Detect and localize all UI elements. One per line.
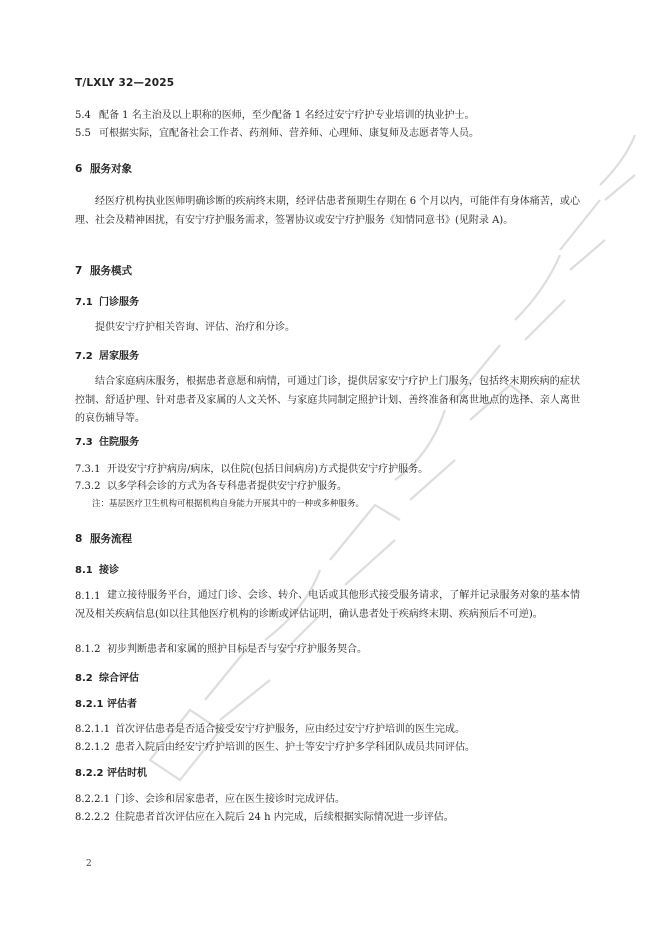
clause-text: 初步判断患者和家属的照护目标是否与安宁疗护服务契合。: [107, 644, 367, 655]
clause-text: 可根据实际，宜配备社会工作者、药剂师、营养师、心理师、康复师及志愿者等人员。: [99, 128, 479, 139]
clause-number: 8.1.2: [75, 644, 101, 655]
page-number: 2: [86, 859, 92, 869]
clause-number: 7.3.1: [75, 464, 101, 475]
clause-text: 以多学科会诊的方式为各专科患者提供安宁疗护服务。: [107, 481, 347, 492]
subsection-title: 评估者: [107, 699, 137, 710]
clause-text: 首次评估患者是否适合接受安宁疗护服务，应由经过安宁疗护培训的医生完成。: [115, 724, 465, 735]
subsection-title: 接诊: [99, 565, 119, 576]
subsection-number: 7.3: [75, 437, 93, 448]
clause-text: 配备 1 名主治及以上职称的医师，至少配备 1 名经过安宁疗护专业培训的执业护士。: [99, 110, 475, 121]
paragraph: 经医疗机构执业医师明确诊断的疾病终末期，经评估患者预期生存期在 6 个月以内，可能伴有身体痛苦，或心理、社会及精神困扰，有安宁疗护服务需求，签署协议或安宁疗护服务《知情同意书》(见附录 A)。: [75, 196, 580, 226]
subsection-number: 8.2.2: [75, 768, 104, 779]
subsection-number: 8.2: [75, 673, 93, 684]
section-number: 7: [75, 265, 83, 277]
clause-number: 8.2.2.2: [75, 812, 110, 823]
clause-number: 5.5: [75, 128, 91, 139]
section-number: 6: [75, 163, 83, 175]
section-title: 服务对象: [90, 163, 132, 175]
subsection-number: 7.1: [75, 297, 93, 308]
clause-text: 住院患者首次评估应在入院后 24 h 内完成，后续根据实际情况进一步评估。: [115, 812, 454, 823]
paragraph: 建立接待服务平台，通过门诊、会诊、转介、电话或其他形式接受服务请求，了解并记录服务对象的基本情况及相关疾病信息(如以往其他医疗机构的诊断或评估证明，确认患者处于疾病终末期、疾病预后不可逆)。: [75, 590, 580, 620]
standard-id: T/LXLY 32—2025: [75, 77, 175, 89]
clause-number: 8.2.1.1: [75, 724, 110, 735]
subsection-number: 8.1: [75, 565, 93, 576]
clause-number: 8.2.1.2: [75, 742, 110, 753]
section-number: 8: [75, 533, 83, 545]
clause-text: 开设安宁疗护病房/病床，以住院(包括日间病房)方式提供安宁疗护服务。: [107, 464, 429, 475]
subsection-title: 住院服务: [99, 437, 139, 448]
clause-number: 7.3.2: [75, 481, 101, 492]
clause-number: 5.4: [75, 110, 91, 121]
subsection-title: 门诊服务: [99, 297, 139, 308]
paragraph: 结合家庭病床服务，根据患者意愿和病情，可通过门诊，提供居家安宁疗护上门服务，包括终末期疾病的症状控制、舒适护理、针对患者及家属的人文关怀、与家庭共同制定照护计划、善终准备和离世地点的选择、亲人离世的哀伤辅导等。: [75, 376, 580, 424]
subsection-title: 居家服务: [99, 351, 139, 362]
clause-number: 8.2.2.1: [75, 794, 110, 805]
subsection-number: 7.2: [75, 351, 93, 362]
note: 注：基层医疗卫生机构可根据机构自身能力开展其中的一种或多种服务。: [92, 499, 365, 509]
subsection-number: 8.2.1: [75, 699, 104, 710]
subsection-title: 评估时机: [107, 768, 147, 779]
section-title: 服务模式: [90, 265, 132, 277]
section-title: 服务流程: [90, 533, 132, 545]
clause-text: 门诊、会诊和居家患者，应在医生接诊时完成评估。: [115, 794, 345, 805]
clause-text: 患者入院后由经安宁疗护培训的医生、护士等安宁疗护多学科团队成员共同评估。: [115, 742, 475, 753]
subsection-title: 综合评估: [99, 673, 139, 684]
clause-number: 8.1.1: [75, 591, 101, 602]
paragraph: 提供安宁疗护相关咨询、评估、治疗和分诊。: [95, 322, 295, 333]
